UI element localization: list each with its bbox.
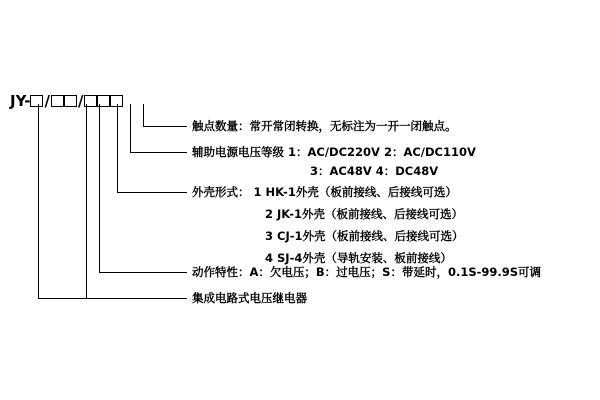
- model-code: [10, 92, 123, 110]
- annotation-shell-form-line4: 4 SJ-4外壳（导轨安装、板前接线）: [265, 251, 452, 265]
- leader-hline-shell-form: [117, 192, 187, 193]
- annotation-aux-supply-line2: 3：AC48V 4：DC48V: [310, 164, 439, 178]
- leader-vline-secondary: [86, 104, 87, 298]
- annotation-contact-quantity: 触点数量：常开常闭转换，无标注为一开一闭触点。: [192, 119, 457, 133]
- leader-vline-aux-supply: [130, 104, 131, 152]
- leader-hline-product-name: [38, 298, 187, 299]
- code-slash-2: /: [77, 92, 84, 110]
- annotation-shell-form-line3: 3 CJ-1外壳（板前接线、后接线可选）: [265, 229, 464, 243]
- code-box-2: [51, 95, 64, 107]
- annotation-action-characteristic: 动作特性：A：欠电压；B：过电压；S：带延时，0.1S-99.9S可调: [192, 265, 542, 279]
- code-box-3: [64, 95, 77, 107]
- leader-vline-product-name: [38, 104, 39, 298]
- annotation-shell-form-line2: 2 JK-1外壳（板前接线、后接线可选）: [265, 207, 463, 221]
- annotation-shell-form-line1: 外壳形式： 1 HK-1外壳（板前接线、后接线可选）: [192, 185, 457, 199]
- leader-vline-shell-form: [117, 104, 118, 192]
- code-box-1: [30, 95, 43, 107]
- leader-vline-contact-quantity: [143, 104, 144, 126]
- annotation-aux-supply-line1: 辅助电源电压等级 1：AC/DC220V 2：AC/DC110V: [192, 145, 476, 159]
- leader-hline-aux-supply: [130, 152, 187, 153]
- leader-vline-action-characteristic: [99, 104, 100, 272]
- annotation-product-name: 集成电路式电压继电器: [192, 291, 307, 305]
- model-prefix: JY-: [10, 91, 31, 110]
- code-slash-1: /: [44, 92, 50, 110]
- leader-hline-action-characteristic: [99, 272, 187, 273]
- leader-hline-contact-quantity: [143, 126, 187, 127]
